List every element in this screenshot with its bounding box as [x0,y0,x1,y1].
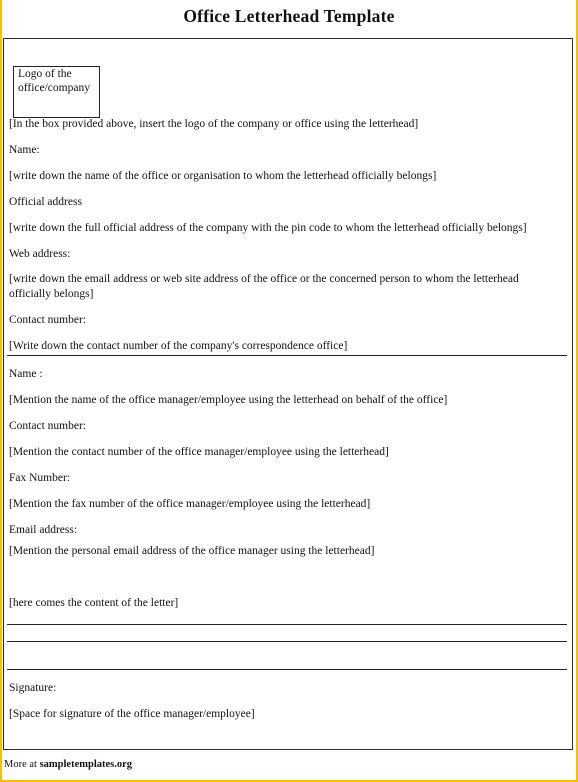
office-name-instruction: [write down the name of the office or organisation to whom the letterhead officially belongs] [9,170,437,182]
logo-box-line-2: office/company [18,82,90,94]
signature-instruction: [Space for signature of the office manager/employee] [9,708,255,720]
web-address-instruction: [write down the email address or web site address of the office or the concerned person to whom the letterhead officially belongs] [9,273,519,300]
divider-line [7,355,567,356]
manager-name-instruction: [Mention the name of the office manager/employee using the letterhead on behalf of the office] [9,394,448,406]
footer-credit [4,758,132,771]
manager-contact-instruction: [Mention the contact number of the office manager/employee using the letterhead] [9,446,389,458]
manager-contact-label: Contact number: [9,420,86,432]
contact-number-label: Contact number: [9,314,86,326]
official-address-instruction: [write down the full official address of the company with the pin code to whom the letterhead officially belongs] [9,222,527,234]
logo-box-line-1: Logo of the [18,68,72,80]
content-line [7,669,567,670]
fax-number-label: Fax Number: [9,472,71,484]
footer-prefix: More at [4,759,40,770]
logo-placeholder-box [13,66,100,118]
office-name-label: Name: [9,144,40,156]
manager-name-label: Name : [9,368,43,380]
signature-label: Signature: [9,682,57,694]
email-address-label: Email address: [9,524,78,536]
email-address-instruction: [Mention the personal email address of the office manager using the letterhead] [9,545,375,557]
letter-content-instruction: [here comes the content of the letter] [9,597,179,609]
content-line [7,624,567,625]
fax-number-instruction: [Mention the fax number of the office manager/employee using the letterhead] [9,498,371,510]
page-title: Office Letterhead Template [183,6,395,26]
footer-site-link[interactable]: sampletemplates.org [39,759,133,770]
logo-instruction: [In the box provided above, insert the logo of the company or office using the letterhead] [9,118,419,130]
official-address-label: Official address [9,196,82,208]
web-address-label: Web address: [9,248,71,260]
contact-number-instruction: [Write down the contact number of the company's correspondence office] [9,340,348,352]
content-line [7,641,567,642]
